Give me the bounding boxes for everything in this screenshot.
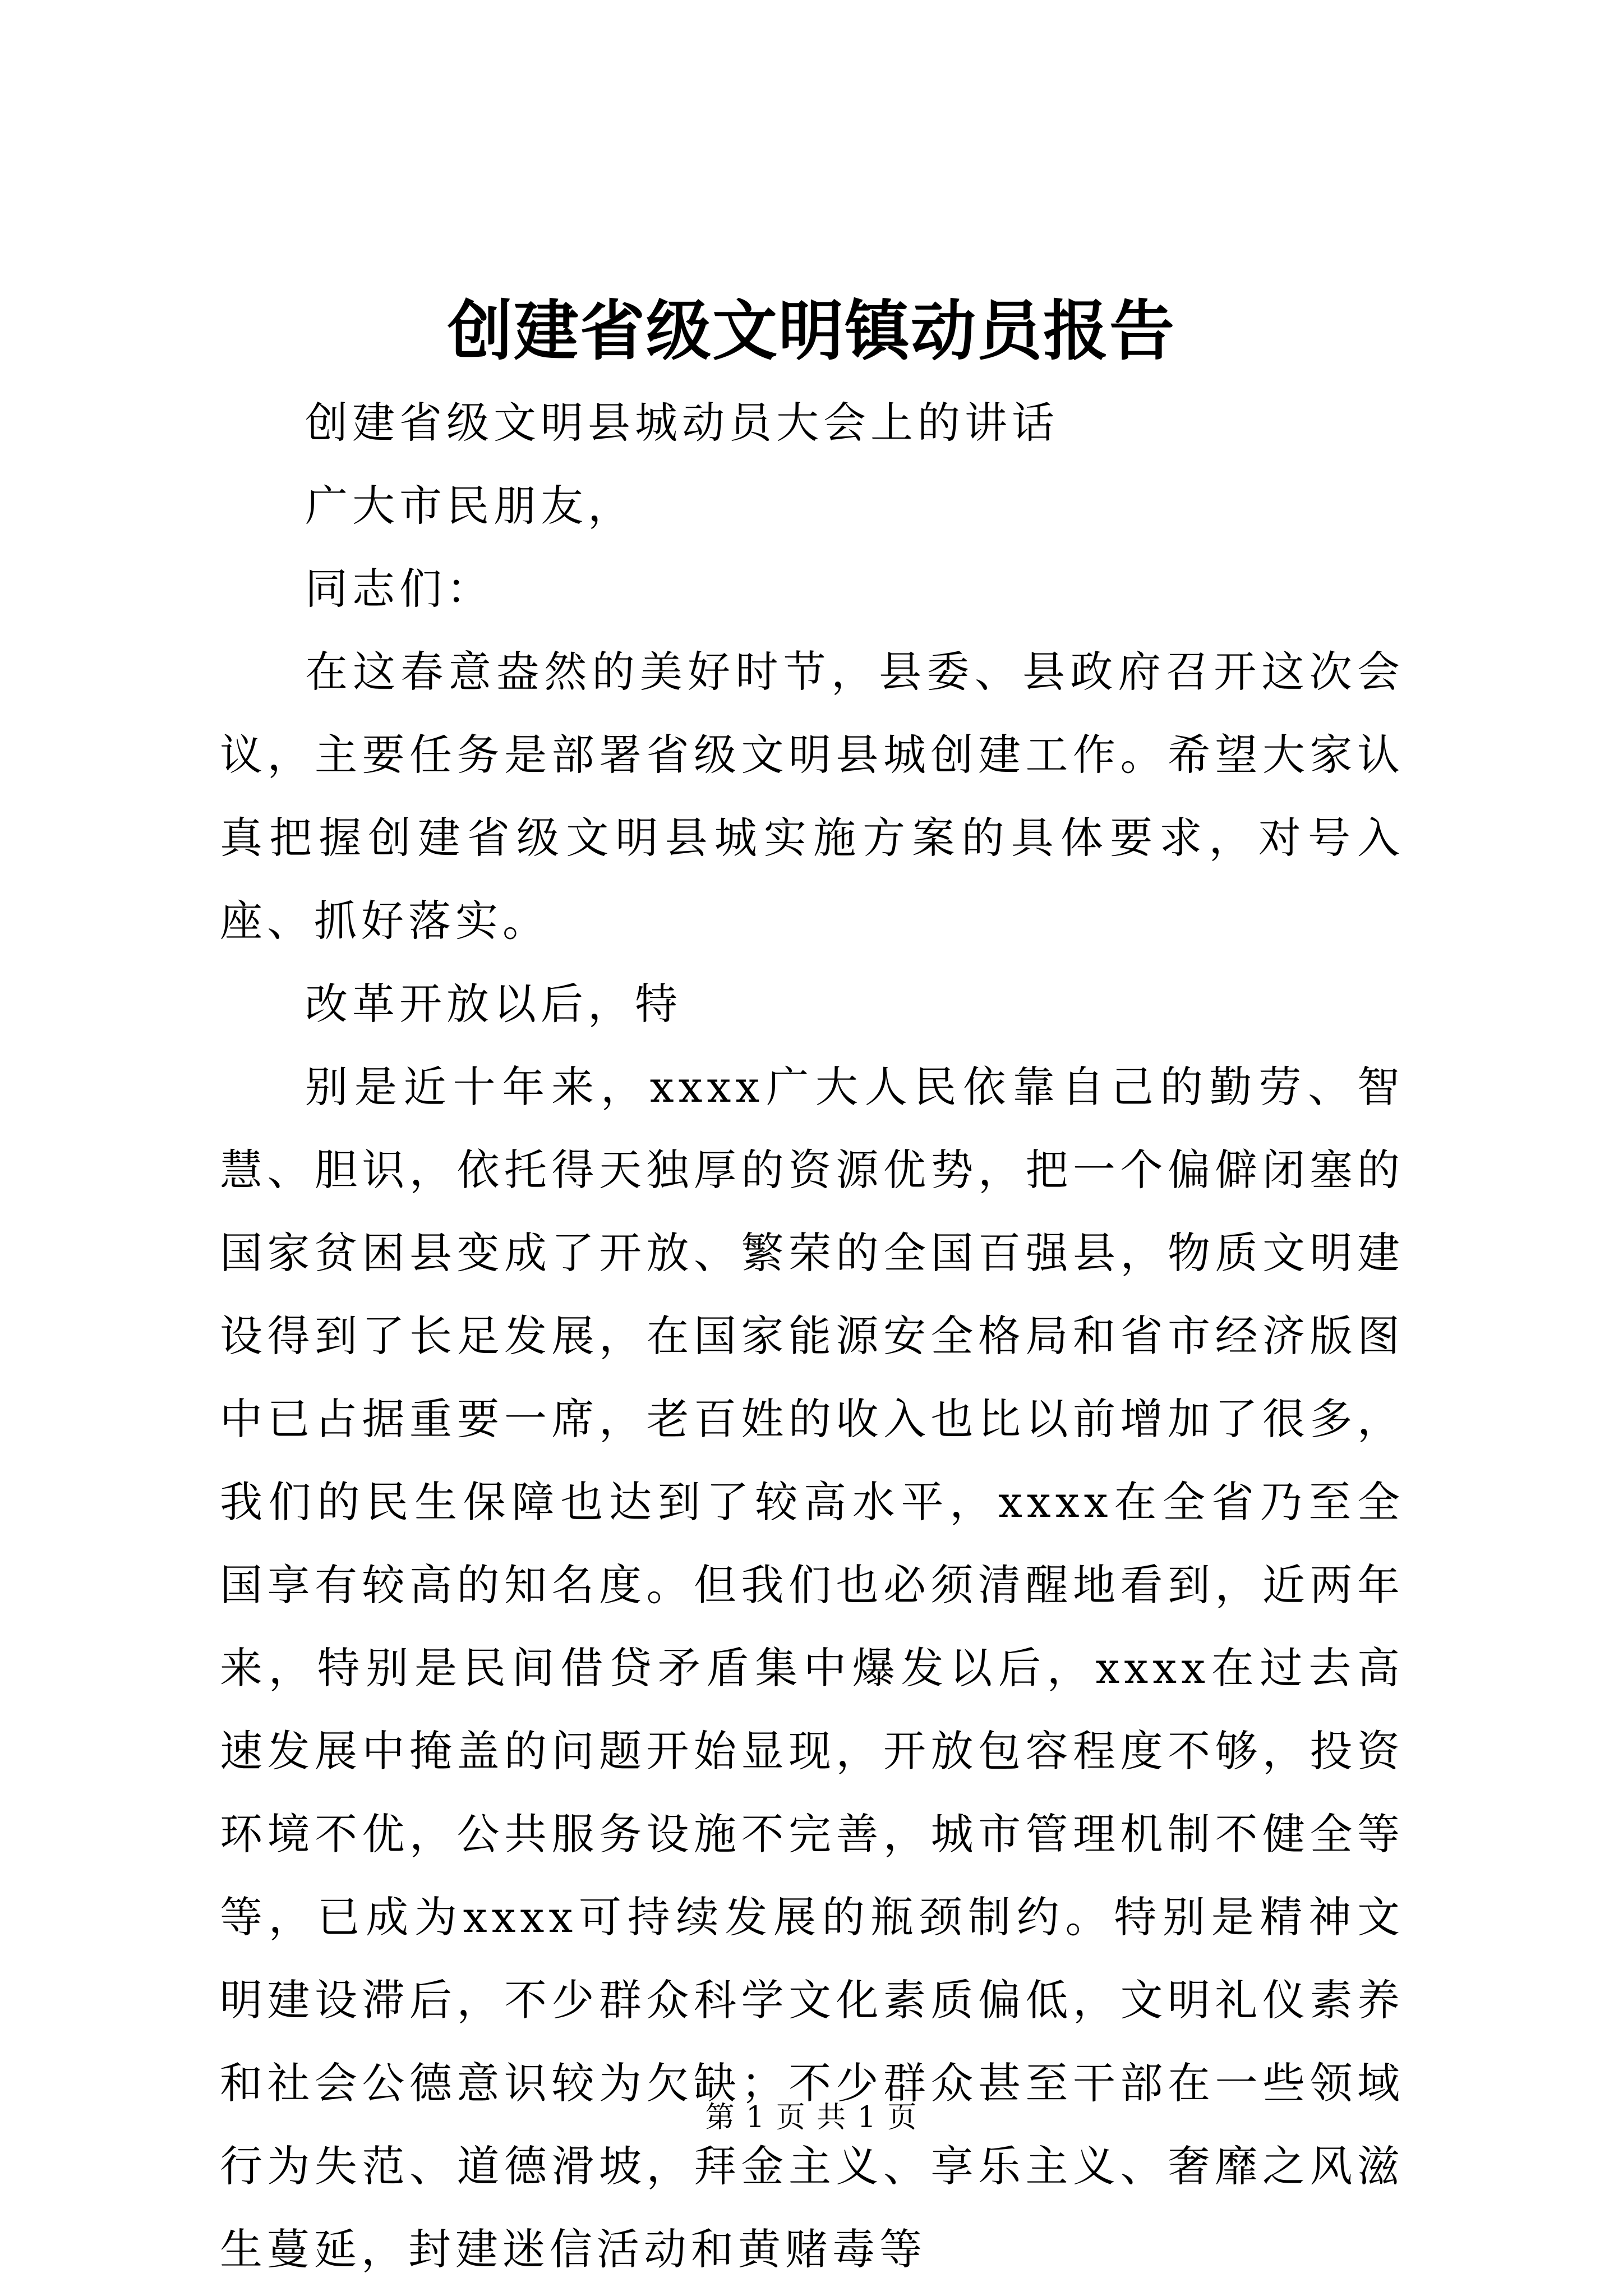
paragraph: 改革开放以后，特 <box>305 979 682 1029</box>
paragraph: 广大市民朋友， <box>305 481 635 531</box>
document-title: 创建省级文明镇动员报告 <box>448 293 1175 369</box>
paragraph: 创建省级文明县城动员大会上的讲话 <box>305 398 1059 448</box>
document-body <box>220 381 1404 2291</box>
paragraph: 同志们： <box>305 564 494 614</box>
paragraph: 别是近十年来，xxxx广大人民依靠自己的勤劳、智慧、胆识，依托得天独厚的资源优势，把一个偏僻闭塞的国家贫困县变成了开放、繁荣的全国百强县，物质文明建设得到了长足发展，在国家能源安全格局和省市经济版图中已占据重要一席，老百姓的收入也比以前增加了很多，我们的民生保障也达到了较高水平，xxxx在全省乃至全国享有较高的知名度。但我们也必须清醒地看到，近两年来，特别是民间借贷矛盾集中爆发以后，xxxx在过去高速发展中掩盖的问题开始显现，开放包容程度不够，投资环境不优，公共服务设施不完善，城市管理机制不健全等等，已成为xxxx可持续发展的瓶颈制约。特别是精神文明建设滞后，不少群众科学文化素质偏低，文明礼仪素养和社会公德意识较为欠缺；不少群众甚至干部在一些领域行为失范、道德滑坡，拜金主义、享乐主义、奢靡之风滋生蔓延，封建迷信活动和黄赌毒等 <box>220 1062 1404 2274</box>
page-footer: 第 1 页 共 1 页 <box>705 2101 918 2134</box>
paragraph: 在这春意盎然的美好时节，县委、县政府召开这次会议，主要任务是部署省级文明县城创建工作。希望大家认真把握创建省级文明县城实施方案的具体要求，对号入座、抓好落实。 <box>220 647 1404 946</box>
